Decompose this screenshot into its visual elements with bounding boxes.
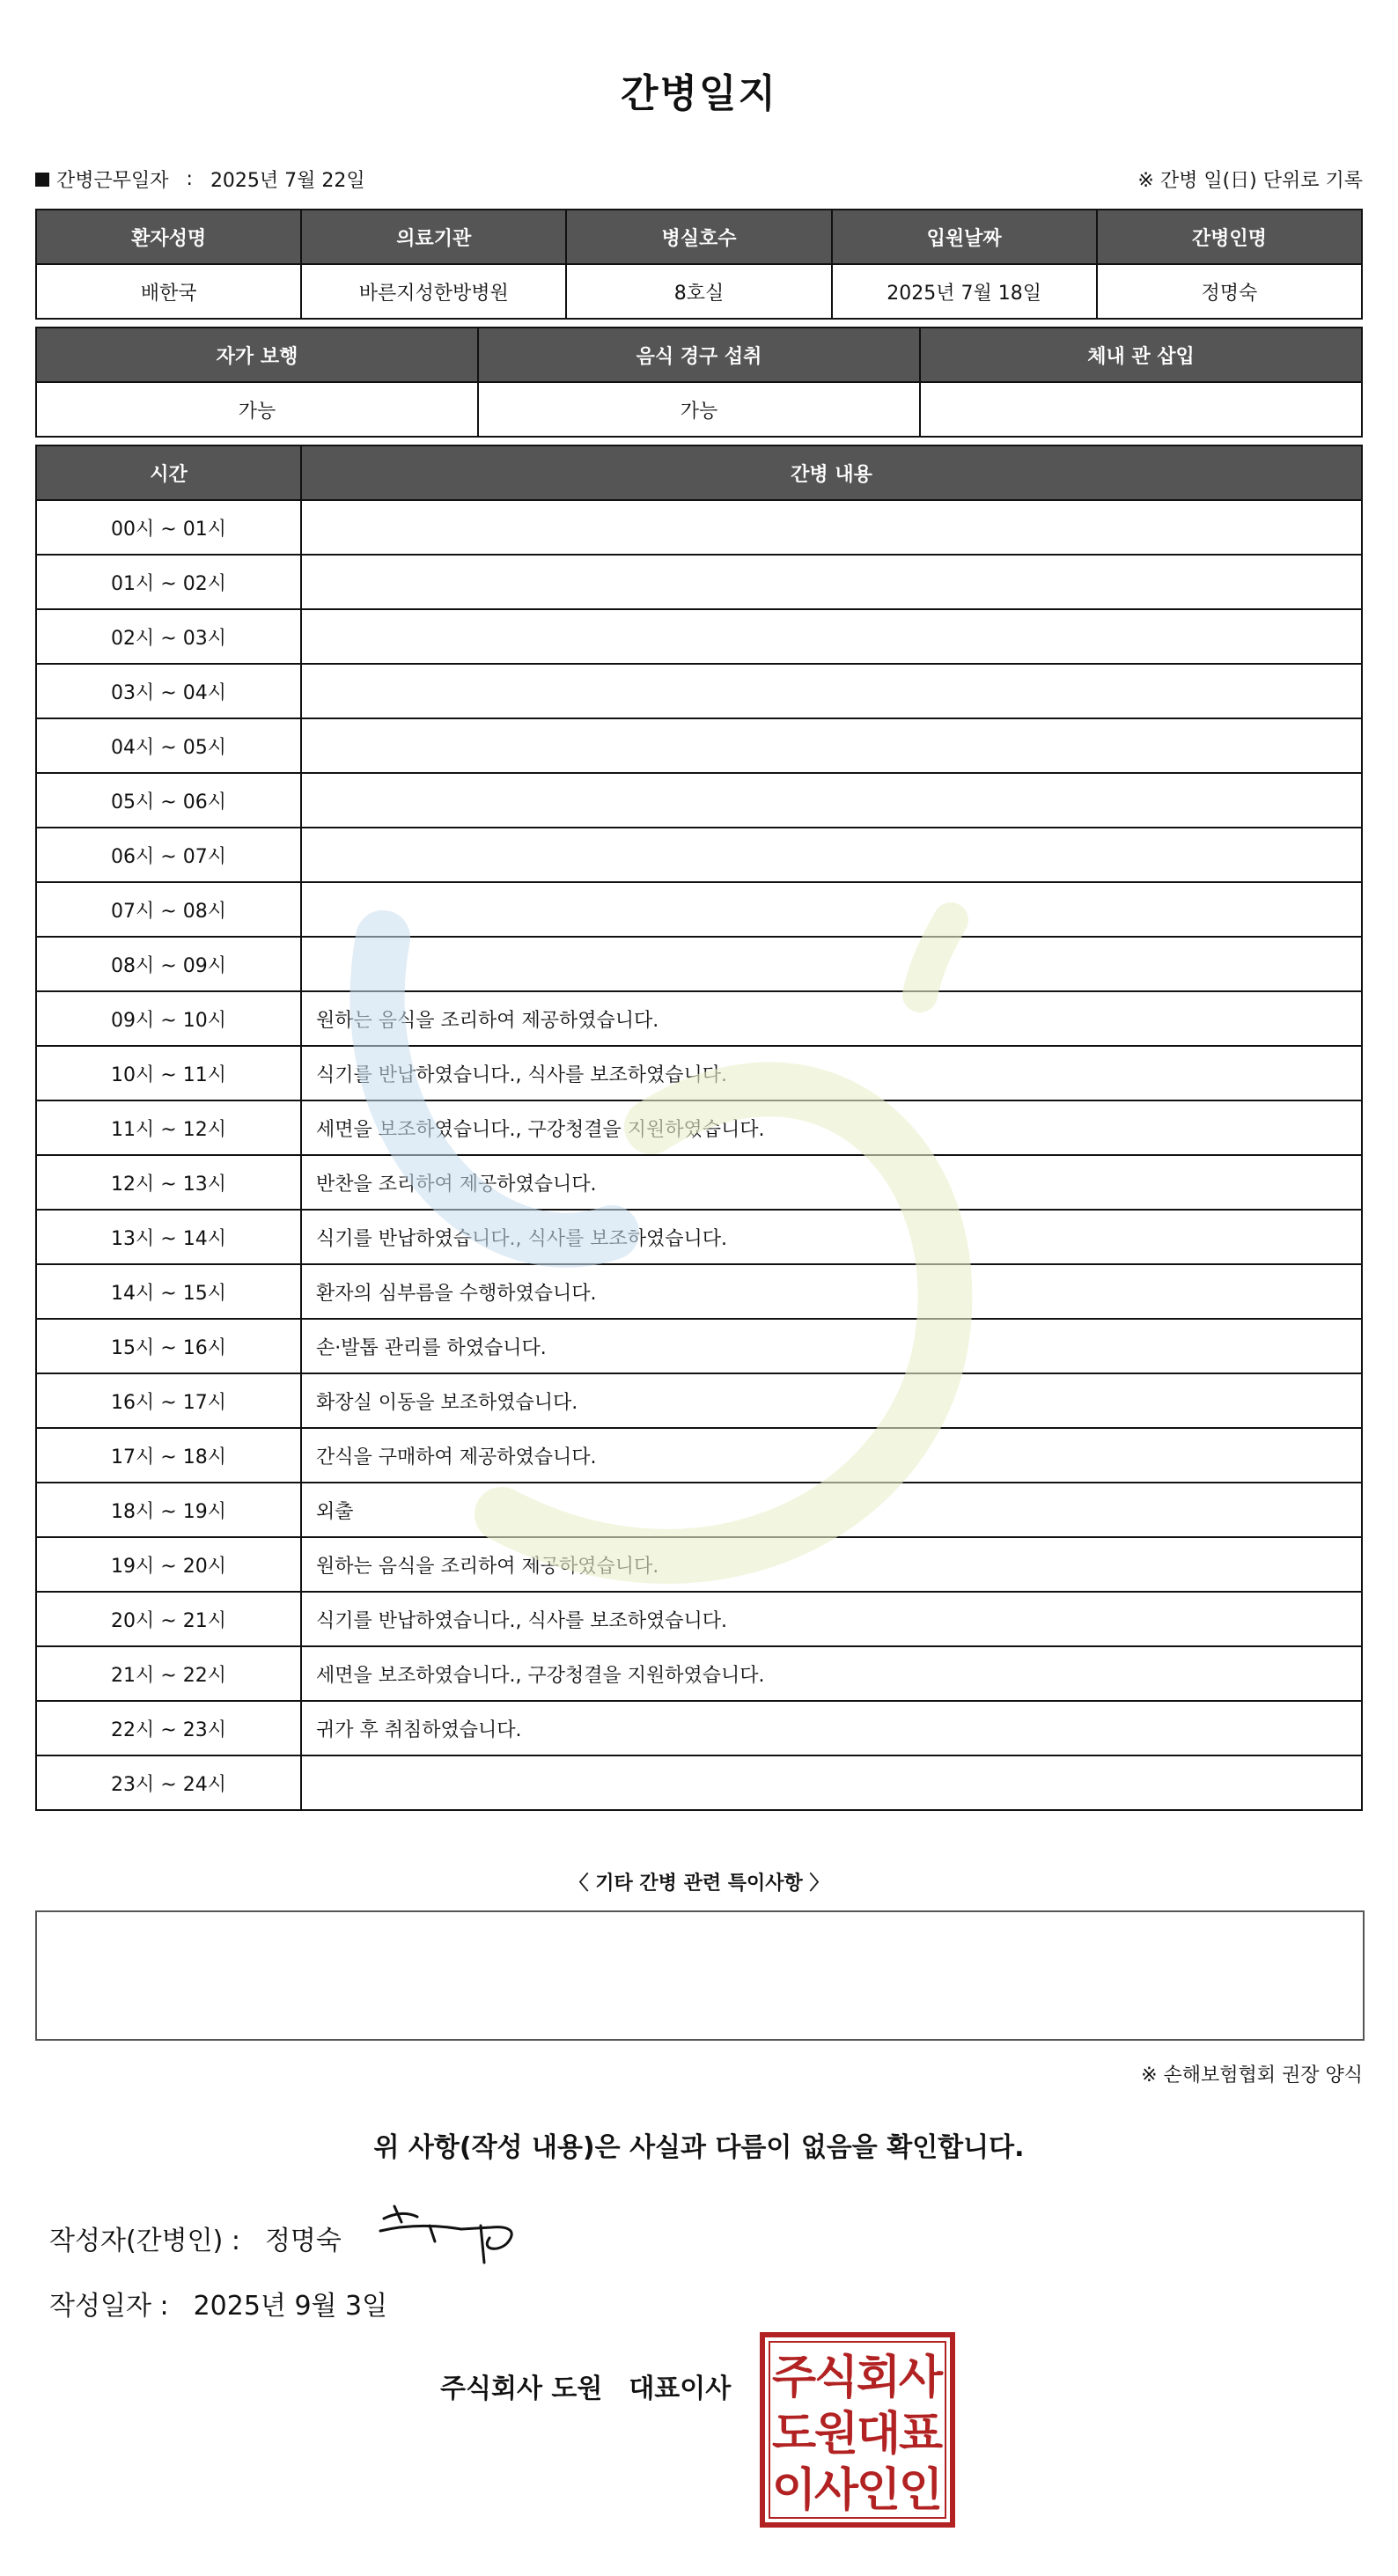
log-row — [36, 1100, 1362, 1155]
log-content-cell: 귀가 후 취침하였습니다. — [301, 1701, 1362, 1755]
written-date-line — [49, 2284, 387, 2322]
log-time-cell: 18시 ~ 19시 — [36, 1483, 301, 1537]
log-content-cell: 간식을 구매하여 제공하였습니다. — [301, 1428, 1362, 1483]
seal-glyph: 대 — [856, 2408, 901, 2461]
log-row — [36, 1210, 1362, 1264]
company-name: 주식회사 도원 — [440, 2374, 603, 2404]
seal-glyph: 도 — [771, 2408, 817, 2461]
log-content-cell — [301, 773, 1362, 828]
log-content-cell: 식기를 반납하였습니다., 식사를 보조하였습니다. — [301, 1592, 1362, 1646]
log-row — [36, 937, 1362, 991]
seal-glyph: 표 — [898, 2408, 944, 2461]
seal-glyph: 사 — [813, 2464, 859, 2517]
log-time-cell: 04시 ~ 05시 — [36, 718, 301, 773]
log-time-cell: 11시 ~ 12시 — [36, 1100, 301, 1155]
log-row — [36, 1701, 1362, 1755]
log-row — [36, 500, 1362, 555]
log-row — [36, 773, 1362, 828]
log-row — [36, 1373, 1362, 1428]
log-content-cell — [301, 882, 1362, 937]
log-time-cell: 21시 ~ 22시 — [36, 1646, 301, 1701]
log-content-cell: 세면을 보조하였습니다., 구강청결을 지원하였습니다. — [301, 1646, 1362, 1701]
log-time-cell: 01시 ~ 02시 — [36, 555, 301, 609]
log-row — [36, 1592, 1362, 1646]
log-time-cell: 15시 ~ 16시 — [36, 1319, 301, 1373]
header-caregiver-name: 간병인명 — [1097, 210, 1362, 264]
log-time-cell: 17시 ~ 18시 — [36, 1428, 301, 1483]
tube-insertion-value — [920, 382, 1362, 437]
writer-name: 정명숙 — [264, 2226, 342, 2256]
log-time-cell: 05시 ~ 06시 — [36, 773, 301, 828]
special-notes-box — [35, 1910, 1365, 2041]
writer-label: 작성자(간병인) : — [49, 2226, 240, 2256]
patient-name: 배한국 — [36, 264, 301, 319]
header-walking: 자가 보행 — [36, 328, 478, 382]
log-content-cell — [301, 664, 1362, 718]
log-content-cell — [301, 1755, 1362, 1810]
company-line — [440, 2366, 731, 2405]
header-patient-name: 환자성명 — [36, 210, 301, 264]
seal-glyph: 사 — [898, 2352, 944, 2404]
log-content-cell: 원하는 음식을 조리하여 제공하였습니다. — [301, 991, 1362, 1046]
log-time-cell: 02시 ~ 03시 — [36, 609, 301, 664]
header-care-content: 간병 내용 — [301, 445, 1362, 500]
unit-note: ※ 간병 일(日) 단위로 기록 — [1137, 170, 1363, 192]
log-content-cell: 환자의 심부름을 수행하였습니다. — [301, 1264, 1362, 1319]
log-content-cell — [301, 500, 1362, 555]
log-content-cell: 세면을 보조하였습니다., 구강청결을 지원하였습니다. — [301, 1100, 1362, 1155]
log-time-cell: 00시 ~ 01시 — [36, 500, 301, 555]
patient-header-row — [36, 210, 1362, 264]
header-admission-date: 입원날짜 — [832, 210, 1097, 264]
log-time-cell: 19시 ~ 20시 — [36, 1537, 301, 1592]
log-time-cell: 06시 ~ 07시 — [36, 828, 301, 882]
log-row — [36, 828, 1362, 882]
oral-intake-value: 가능 — [478, 382, 920, 437]
admission-date: 2025년 7월 18일 — [832, 264, 1097, 319]
log-time-cell: 23시 ~ 24시 — [36, 1755, 301, 1810]
log-time-cell: 08시 ~ 09시 — [36, 937, 301, 991]
seal-glyph: 회 — [856, 2352, 901, 2404]
log-row — [36, 1755, 1362, 1810]
work-date-value: 2025년 7월 22일 — [210, 170, 365, 192]
seal-glyph: 원 — [813, 2408, 859, 2461]
log-content-cell: 반찬을 조리하여 제공하였습니다. — [301, 1155, 1362, 1210]
caregiver-name: 정명숙 — [1097, 264, 1362, 319]
log-time-cell: 03시 ~ 04시 — [36, 664, 301, 718]
log-content-cell — [301, 718, 1362, 773]
log-row — [36, 1646, 1362, 1701]
written-date-value: 2025년 9월 3일 — [193, 2291, 388, 2322]
handwritten-signature — [377, 2199, 526, 2270]
log-time-cell: 13시 ~ 14시 — [36, 1210, 301, 1264]
log-time-cell: 10시 ~ 11시 — [36, 1046, 301, 1100]
log-time-cell: 20시 ~ 21시 — [36, 1592, 301, 1646]
log-time-cell: 22시 ~ 23시 — [36, 1701, 301, 1755]
log-content-cell: 식기를 반납하였습니다., 식사를 보조하였습니다. — [301, 1210, 1362, 1264]
log-row — [36, 555, 1362, 609]
log-content-cell — [301, 828, 1362, 882]
work-date-line — [35, 166, 365, 193]
log-row — [36, 609, 1362, 664]
log-time-cell: 09시 ~ 10시 — [36, 991, 301, 1046]
log-row — [36, 1046, 1362, 1100]
log-time-cell: 14시 ~ 15시 — [36, 1264, 301, 1319]
document-title: 간병일지 — [620, 71, 777, 116]
log-row — [36, 1428, 1362, 1483]
log-content-cell — [301, 609, 1362, 664]
confirmation-statement: 위 사항(작성 내용)은 사실과 다름이 없음을 확인합니다. — [373, 2132, 1025, 2163]
header-oral-intake: 음식 경구 섭취 — [478, 328, 920, 382]
log-row — [36, 882, 1362, 937]
writer-line — [49, 2219, 342, 2257]
seal-glyph: 식 — [813, 2352, 859, 2404]
special-notes-heading: 〈 기타 간병 관련 특이사항 〉 — [569, 1873, 829, 1895]
status-value-row — [36, 382, 1362, 437]
seal-glyph: 인 — [856, 2464, 901, 2517]
seal-glyph: 주 — [771, 2352, 817, 2404]
hospital-name: 바른지성한방병원 — [301, 264, 566, 319]
log-content-cell — [301, 937, 1362, 991]
company-seal-stamp — [759, 2331, 956, 2528]
log-row — [36, 1319, 1362, 1373]
header-hospital: 의료기관 — [301, 210, 566, 264]
hourly-log-table — [35, 445, 1363, 1811]
seal-glyph: 인 — [898, 2464, 944, 2517]
status-header-row — [36, 328, 1362, 382]
work-date-colon: : — [186, 168, 193, 190]
patient-info-table — [35, 209, 1363, 320]
work-date-label: 간병근무일자 — [56, 170, 169, 192]
log-time-cell: 07시 ~ 08시 — [36, 882, 301, 937]
log-content-cell: 손·발톱 관리를 하였습니다. — [301, 1319, 1362, 1373]
patient-value-row — [36, 264, 1362, 319]
header-time: 시간 — [36, 445, 301, 500]
log-row — [36, 664, 1362, 718]
log-row — [36, 1264, 1362, 1319]
log-content-cell: 식기를 반납하였습니다., 식사를 보조하였습니다. — [301, 1046, 1362, 1100]
log-header-row — [36, 445, 1362, 500]
log-content-cell — [301, 555, 1362, 609]
log-row — [36, 1483, 1362, 1537]
log-row — [36, 1155, 1362, 1210]
log-time-cell: 16시 ~ 17시 — [36, 1373, 301, 1428]
log-content-cell: 화장실 이동을 보조하였습니다. — [301, 1373, 1362, 1428]
seal-glyph: 이 — [771, 2464, 817, 2517]
header-room: 병실호수 — [566, 210, 831, 264]
log-content-cell: 외출 — [301, 1483, 1362, 1537]
written-date-label: 작성일자 : — [49, 2291, 169, 2322]
room-number: 8호실 — [566, 264, 831, 319]
log-row — [36, 1537, 1362, 1592]
ceo-title: 대표이사 — [629, 2374, 732, 2404]
bullet-square-icon — [35, 173, 49, 187]
patient-status-table — [35, 327, 1363, 438]
log-row — [36, 991, 1362, 1046]
log-time-cell: 12시 ~ 13시 — [36, 1155, 301, 1210]
log-content-cell: 원하는 음식을 조리하여 제공하였습니다. — [301, 1537, 1362, 1592]
log-row — [36, 718, 1362, 773]
header-tube-insertion: 체내 관 삽입 — [920, 328, 1362, 382]
walking-value: 가능 — [36, 382, 478, 437]
form-footnote: ※ 손해보험협회 권장 양식 — [1141, 2064, 1363, 2087]
